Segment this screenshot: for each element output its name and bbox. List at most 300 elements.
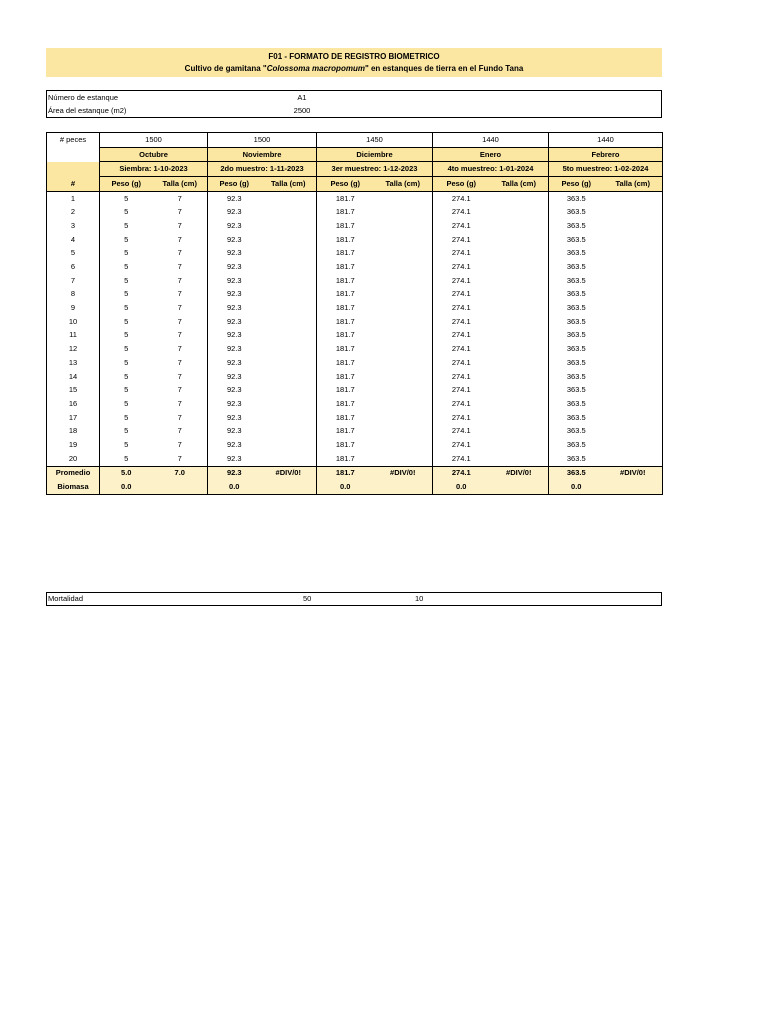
weight-cell[interactable]: 5 bbox=[100, 356, 153, 370]
length-cell[interactable] bbox=[374, 411, 433, 425]
length-cell[interactable] bbox=[604, 411, 663, 425]
measurement-row bbox=[47, 342, 663, 356]
length-cell[interactable] bbox=[261, 315, 317, 329]
blank-cell bbox=[153, 480, 208, 494]
weight-cell[interactable]: 92.3 bbox=[208, 424, 261, 438]
length-cell[interactable] bbox=[374, 247, 433, 261]
weight-cell[interactable]: 92.3 bbox=[208, 342, 261, 356]
measurement-row bbox=[47, 274, 663, 288]
weight-cell[interactable]: 363.5 bbox=[549, 260, 604, 274]
length-cell[interactable] bbox=[374, 370, 433, 384]
length-cell[interactable] bbox=[490, 383, 549, 397]
weight-cell[interactable]: 5 bbox=[100, 288, 153, 302]
weight-cell[interactable]: 5 bbox=[100, 411, 153, 425]
weight-header: Peso (g) bbox=[317, 177, 374, 192]
measurement-row bbox=[47, 247, 663, 261]
weight-cell[interactable]: 274.1 bbox=[433, 205, 490, 219]
weight-cell[interactable]: 363.5 bbox=[549, 411, 604, 425]
weight-cell[interactable]: 363.5 bbox=[549, 383, 604, 397]
month-header: Enero bbox=[433, 147, 549, 162]
average-cell: #DIV/0! bbox=[261, 466, 317, 480]
length-cell[interactable]: 7 bbox=[177, 453, 182, 463]
weight-cell[interactable]: 363.5 bbox=[549, 274, 604, 288]
length-cell[interactable]: 7 bbox=[177, 439, 182, 449]
length-cell[interactable] bbox=[490, 219, 549, 233]
weight-cell[interactable]: 181.7 bbox=[317, 370, 374, 384]
blank-cell bbox=[490, 480, 549, 494]
row-index: 5 bbox=[47, 247, 100, 261]
pond-area-row bbox=[47, 104, 661, 117]
weight-cell[interactable]: 92.3 bbox=[208, 452, 261, 466]
sampling-header: Siembra: 1-10-2023 bbox=[100, 162, 208, 177]
weight-cell[interactable]: 5 bbox=[100, 452, 153, 466]
weight-cell[interactable]: 363.5 bbox=[549, 329, 604, 343]
measurement-row bbox=[47, 452, 663, 466]
weight-cell[interactable]: 92.3 bbox=[208, 329, 261, 343]
row-index: 2 bbox=[47, 205, 100, 219]
measurement-row bbox=[47, 260, 663, 274]
length-cell[interactable] bbox=[374, 274, 433, 288]
length-cell[interactable] bbox=[604, 191, 663, 205]
length-cell[interactable] bbox=[261, 288, 317, 302]
weight-cell[interactable]: 274.1 bbox=[433, 247, 490, 261]
mortality-row bbox=[46, 592, 662, 606]
length-cell[interactable] bbox=[261, 191, 317, 205]
weight-cell[interactable]: 92.3 bbox=[208, 205, 261, 219]
weight-cell[interactable]: 181.7 bbox=[317, 397, 374, 411]
weight-cell[interactable]: 274.1 bbox=[433, 301, 490, 315]
biomass-cell: 0.0 bbox=[549, 480, 604, 494]
weight-cell[interactable]: 363.5 bbox=[549, 315, 604, 329]
sampling-header: 3er muestreo: 1-12-2023 bbox=[317, 162, 433, 177]
length-cell[interactable] bbox=[261, 356, 317, 370]
length-cell[interactable]: 7 bbox=[177, 207, 182, 217]
weight-cell[interactable]: 181.7 bbox=[317, 424, 374, 438]
length-cell[interactable] bbox=[261, 301, 317, 315]
month-row bbox=[47, 147, 663, 162]
length-cell[interactable] bbox=[490, 274, 549, 288]
weight-cell[interactable]: 181.7 bbox=[317, 342, 374, 356]
weight-cell[interactable]: 5 bbox=[100, 370, 153, 384]
length-header: Talla (cm) bbox=[153, 177, 208, 192]
length-cell[interactable] bbox=[261, 452, 317, 466]
pond-number-row bbox=[47, 91, 661, 104]
length-cell[interactable] bbox=[374, 288, 433, 302]
length-cell[interactable] bbox=[490, 397, 549, 411]
weight-cell[interactable]: 274.1 bbox=[433, 438, 490, 452]
weight-cell[interactable]: 5 bbox=[100, 219, 153, 233]
weight-cell[interactable]: 181.7 bbox=[317, 301, 374, 315]
row-index: 18 bbox=[47, 424, 100, 438]
species-name: Colossoma macropomum bbox=[266, 64, 365, 73]
length-cell[interactable]: 7 bbox=[177, 275, 182, 285]
weight-cell[interactable]: 363.5 bbox=[549, 342, 604, 356]
average-label: Promedio bbox=[47, 466, 100, 480]
average-cell: 181.7 bbox=[317, 466, 374, 480]
weight-cell[interactable]: 5 bbox=[100, 205, 153, 219]
weight-cell[interactable]: 274.1 bbox=[433, 424, 490, 438]
length-cell[interactable] bbox=[604, 219, 663, 233]
weight-cell[interactable]: 5 bbox=[100, 424, 153, 438]
length-cell[interactable]: 7 bbox=[177, 193, 182, 203]
weight-cell[interactable]: 92.3 bbox=[208, 397, 261, 411]
length-cell[interactable] bbox=[490, 424, 549, 438]
weight-cell[interactable]: 181.7 bbox=[317, 205, 374, 219]
blank-cell bbox=[47, 162, 100, 177]
length-cell[interactable] bbox=[490, 342, 549, 356]
length-cell[interactable] bbox=[374, 205, 433, 219]
average-cell: #DIV/0! bbox=[490, 466, 549, 480]
weight-cell[interactable]: 274.1 bbox=[433, 260, 490, 274]
length-cell[interactable] bbox=[604, 247, 663, 261]
weight-cell[interactable]: 274.1 bbox=[433, 329, 490, 343]
measurement-row bbox=[47, 356, 663, 370]
index-header: # bbox=[47, 177, 100, 192]
measurement-row bbox=[47, 233, 663, 247]
weight-cell[interactable]: 274.1 bbox=[433, 219, 490, 233]
sampling-header: 4to muestreo: 1-01-2024 bbox=[433, 162, 549, 177]
weight-cell[interactable]: 274.1 bbox=[433, 411, 490, 425]
length-cell[interactable] bbox=[490, 288, 549, 302]
length-cell[interactable] bbox=[374, 424, 433, 438]
weight-cell[interactable]: 181.7 bbox=[317, 411, 374, 425]
length-cell[interactable] bbox=[374, 356, 433, 370]
weight-cell[interactable]: 274.1 bbox=[433, 274, 490, 288]
measurement-row bbox=[47, 329, 663, 343]
weight-cell[interactable]: 92.3 bbox=[208, 274, 261, 288]
weight-cell[interactable]: 5 bbox=[100, 438, 153, 452]
fish-count-cell[interactable]: 1440 bbox=[549, 133, 663, 148]
measurement-row bbox=[47, 397, 663, 411]
row-index: 8 bbox=[47, 288, 100, 302]
weight-cell[interactable]: 5 bbox=[100, 383, 153, 397]
length-cell[interactable]: 7 bbox=[177, 426, 182, 436]
weight-cell[interactable]: 181.7 bbox=[317, 315, 374, 329]
measurement-rows bbox=[47, 191, 663, 466]
weight-cell[interactable]: 92.3 bbox=[208, 438, 261, 452]
weight-cell[interactable]: 181.7 bbox=[317, 452, 374, 466]
weight-cell[interactable]: 5 bbox=[100, 274, 153, 288]
length-cell[interactable] bbox=[374, 342, 433, 356]
row-index: 1 bbox=[47, 191, 100, 205]
length-cell[interactable] bbox=[490, 191, 549, 205]
length-cell[interactable] bbox=[374, 301, 433, 315]
weight-cell[interactable]: 181.7 bbox=[317, 260, 374, 274]
blank-cell bbox=[604, 480, 663, 494]
length-cell[interactable] bbox=[490, 452, 549, 466]
length-cell[interactable] bbox=[604, 205, 663, 219]
length-cell[interactable] bbox=[604, 438, 663, 452]
length-cell[interactable] bbox=[490, 356, 549, 370]
average-cell: #DIV/0! bbox=[604, 466, 663, 480]
weight-cell[interactable]: 5 bbox=[100, 301, 153, 315]
form-header bbox=[46, 48, 662, 77]
weight-cell[interactable]: 92.3 bbox=[208, 356, 261, 370]
month-header: Octubre bbox=[100, 147, 208, 162]
row-index: 6 bbox=[47, 260, 100, 274]
length-cell[interactable] bbox=[261, 260, 317, 274]
month-header: Diciembre bbox=[317, 147, 433, 162]
weight-cell[interactable]: 181.7 bbox=[317, 233, 374, 247]
weight-cell[interactable]: 274.1 bbox=[433, 342, 490, 356]
weight-cell[interactable]: 92.3 bbox=[208, 191, 261, 205]
weight-cell[interactable]: 274.1 bbox=[433, 315, 490, 329]
length-cell[interactable] bbox=[261, 411, 317, 425]
length-cell[interactable] bbox=[374, 383, 433, 397]
fish-count-row bbox=[47, 133, 663, 148]
length-cell[interactable]: 7 bbox=[177, 330, 182, 340]
length-cell[interactable] bbox=[261, 247, 317, 261]
length-cell[interactable] bbox=[374, 452, 433, 466]
weight-cell[interactable]: 363.5 bbox=[549, 370, 604, 384]
weight-cell[interactable]: 181.7 bbox=[317, 288, 374, 302]
pond-area-value[interactable]: 2500 bbox=[293, 106, 311, 115]
fish-count-cell[interactable]: 1440 bbox=[433, 133, 549, 148]
row-index: 19 bbox=[47, 438, 100, 452]
weight-cell[interactable]: 363.5 bbox=[549, 288, 604, 302]
column-header-row bbox=[47, 177, 663, 192]
pond-info-box bbox=[46, 90, 662, 118]
weight-cell[interactable]: 363.5 bbox=[549, 301, 604, 315]
length-cell[interactable] bbox=[604, 452, 663, 466]
length-cell[interactable] bbox=[604, 288, 663, 302]
month-header: Febrero bbox=[549, 147, 663, 162]
length-cell[interactable] bbox=[490, 370, 549, 384]
weight-cell[interactable]: 92.3 bbox=[208, 411, 261, 425]
length-cell[interactable] bbox=[490, 233, 549, 247]
weight-cell[interactable]: 181.7 bbox=[317, 356, 374, 370]
row-index: 16 bbox=[47, 397, 100, 411]
length-cell[interactable] bbox=[374, 438, 433, 452]
row-index: 3 bbox=[47, 219, 100, 233]
weight-cell[interactable]: 92.3 bbox=[208, 301, 261, 315]
length-cell[interactable] bbox=[604, 233, 663, 247]
average-cell: 5.0 bbox=[100, 466, 153, 480]
length-cell[interactable] bbox=[374, 329, 433, 343]
weight-cell[interactable]: 92.3 bbox=[208, 219, 261, 233]
average-row bbox=[47, 466, 663, 480]
length-cell[interactable] bbox=[490, 438, 549, 452]
length-cell[interactable] bbox=[261, 342, 317, 356]
length-cell[interactable] bbox=[604, 383, 663, 397]
length-header: Talla (cm) bbox=[604, 177, 663, 192]
length-cell[interactable] bbox=[374, 219, 433, 233]
weight-cell[interactable]: 181.7 bbox=[317, 274, 374, 288]
weight-cell[interactable]: 181.7 bbox=[317, 329, 374, 343]
weight-cell[interactable]: 5 bbox=[100, 233, 153, 247]
row-index: 4 bbox=[47, 233, 100, 247]
weight-cell[interactable]: 363.5 bbox=[549, 424, 604, 438]
length-cell[interactable]: 7 bbox=[177, 220, 182, 230]
weight-cell[interactable]: 5 bbox=[100, 329, 153, 343]
row-index: 13 bbox=[47, 356, 100, 370]
weight-cell[interactable]: 363.5 bbox=[549, 438, 604, 452]
length-cell[interactable]: 7 bbox=[177, 398, 182, 408]
sampling-header: 5to muestreo: 1-02-2024 bbox=[549, 162, 663, 177]
length-cell[interactable] bbox=[604, 370, 663, 384]
length-cell[interactable] bbox=[490, 247, 549, 261]
length-cell[interactable]: 7 bbox=[177, 234, 182, 244]
row-index: 12 bbox=[47, 342, 100, 356]
length-cell[interactable] bbox=[261, 383, 317, 397]
length-cell[interactable] bbox=[490, 411, 549, 425]
length-cell[interactable]: 7 bbox=[177, 357, 182, 367]
length-cell[interactable] bbox=[261, 329, 317, 343]
measurement-row bbox=[47, 370, 663, 384]
measurement-row bbox=[47, 424, 663, 438]
length-cell[interactable] bbox=[490, 260, 549, 274]
weight-cell[interactable]: 92.3 bbox=[208, 288, 261, 302]
blank-cell bbox=[47, 147, 100, 162]
length-cell[interactable]: 7 bbox=[177, 412, 182, 422]
length-cell[interactable] bbox=[261, 397, 317, 411]
measurement-row bbox=[47, 411, 663, 425]
weight-cell[interactable]: 363.5 bbox=[549, 191, 604, 205]
length-cell[interactable] bbox=[261, 438, 317, 452]
length-cell[interactable]: 7 bbox=[177, 289, 182, 299]
blank-cell bbox=[261, 480, 317, 494]
pond-number-label: Número de estanque bbox=[48, 93, 119, 102]
length-cell[interactable] bbox=[604, 342, 663, 356]
weight-cell[interactable]: 92.3 bbox=[208, 260, 261, 274]
length-cell[interactable] bbox=[604, 315, 663, 329]
subtitle-post: " en estanques de tierra en el Fundo Tana bbox=[364, 64, 524, 73]
mortality-value[interactable]: 10 bbox=[415, 594, 424, 603]
pond-number-value[interactable]: A1 bbox=[297, 93, 307, 102]
length-cell[interactable] bbox=[604, 424, 663, 438]
row-index: 14 bbox=[47, 370, 100, 384]
length-cell[interactable] bbox=[374, 315, 433, 329]
weight-cell[interactable]: 92.3 bbox=[208, 370, 261, 384]
weight-cell[interactable]: 274.1 bbox=[433, 191, 490, 205]
weight-cell[interactable]: 274.1 bbox=[433, 370, 490, 384]
subtitle-pre: Cultivo de gamitana " bbox=[184, 64, 267, 73]
weight-cell[interactable]: 274.1 bbox=[433, 233, 490, 247]
weight-cell[interactable]: 363.5 bbox=[549, 397, 604, 411]
weight-cell[interactable]: 181.7 bbox=[317, 191, 374, 205]
length-cell[interactable] bbox=[604, 260, 663, 274]
biomass-cell: 0.0 bbox=[433, 480, 490, 494]
weight-cell[interactable]: 5 bbox=[100, 191, 153, 205]
row-index: 20 bbox=[47, 452, 100, 466]
weight-cell[interactable]: 274.1 bbox=[433, 383, 490, 397]
length-cell[interactable] bbox=[261, 370, 317, 384]
row-index: 9 bbox=[47, 301, 100, 315]
weight-header: Peso (g) bbox=[433, 177, 490, 192]
month-header: Noviembre bbox=[208, 147, 317, 162]
length-cell[interactable] bbox=[604, 397, 663, 411]
weight-cell[interactable]: 92.3 bbox=[208, 233, 261, 247]
length-cell[interactable]: 7 bbox=[177, 262, 182, 272]
weight-cell[interactable]: 274.1 bbox=[433, 288, 490, 302]
length-cell[interactable]: 7 bbox=[177, 385, 182, 395]
fish-count-cell[interactable]: 1450 bbox=[317, 133, 433, 148]
weight-cell[interactable]: 363.5 bbox=[549, 233, 604, 247]
measurement-row bbox=[47, 438, 663, 452]
length-header: Talla (cm) bbox=[261, 177, 317, 192]
length-cell[interactable]: 7 bbox=[177, 371, 182, 381]
length-cell[interactable] bbox=[604, 356, 663, 370]
weight-cell[interactable]: 92.3 bbox=[208, 383, 261, 397]
length-cell[interactable] bbox=[490, 205, 549, 219]
fish-count-cell[interactable]: 1500 bbox=[100, 133, 208, 148]
fish-count-cell[interactable]: 1500 bbox=[208, 133, 317, 148]
row-index: 17 bbox=[47, 411, 100, 425]
weight-cell[interactable]: 92.3 bbox=[208, 315, 261, 329]
length-cell[interactable]: 7 bbox=[177, 248, 182, 258]
average-cell: 7.0 bbox=[153, 466, 208, 480]
length-cell[interactable] bbox=[261, 274, 317, 288]
average-cell: 274.1 bbox=[433, 466, 490, 480]
length-cell[interactable] bbox=[261, 424, 317, 438]
weight-cell[interactable]: 363.5 bbox=[549, 452, 604, 466]
mortality-value[interactable]: 50 bbox=[303, 594, 312, 603]
blank-cell bbox=[374, 480, 433, 494]
length-cell[interactable] bbox=[261, 233, 317, 247]
weight-header: Peso (g) bbox=[208, 177, 261, 192]
length-cell[interactable]: 7 bbox=[177, 344, 182, 354]
length-cell[interactable] bbox=[261, 205, 317, 219]
length-cell[interactable] bbox=[604, 301, 663, 315]
sampling-header: 2do muestro: 1-11-2023 bbox=[208, 162, 317, 177]
weight-cell[interactable]: 181.7 bbox=[317, 219, 374, 233]
weight-cell[interactable]: 5 bbox=[100, 315, 153, 329]
weight-cell[interactable]: 92.3 bbox=[208, 247, 261, 261]
biometric-table bbox=[46, 132, 663, 495]
biomass-label: Biomasa bbox=[47, 480, 100, 494]
biomass-cell: 0.0 bbox=[100, 480, 153, 494]
length-cell[interactable] bbox=[374, 233, 433, 247]
length-cell[interactable] bbox=[374, 191, 433, 205]
weight-cell[interactable]: 363.5 bbox=[549, 356, 604, 370]
average-cell: #DIV/0! bbox=[374, 466, 433, 480]
weight-cell[interactable]: 5 bbox=[100, 247, 153, 261]
average-cell: 363.5 bbox=[549, 466, 604, 480]
weight-cell[interactable]: 5 bbox=[100, 342, 153, 356]
length-cell[interactable]: 7 bbox=[177, 316, 182, 326]
weight-cell[interactable]: 5 bbox=[100, 397, 153, 411]
weight-header: Peso (g) bbox=[549, 177, 604, 192]
length-cell[interactable] bbox=[604, 329, 663, 343]
weight-cell[interactable]: 363.5 bbox=[549, 247, 604, 261]
row-index: 11 bbox=[47, 329, 100, 343]
biomass-row bbox=[47, 480, 663, 494]
length-cell[interactable]: 7 bbox=[177, 303, 182, 313]
biomass-cell: 0.0 bbox=[317, 480, 374, 494]
length-cell[interactable] bbox=[374, 397, 433, 411]
row-index: 15 bbox=[47, 383, 100, 397]
weight-cell[interactable]: 181.7 bbox=[317, 383, 374, 397]
fish-count-label: # peces bbox=[47, 133, 100, 148]
length-cell[interactable] bbox=[604, 274, 663, 288]
length-cell[interactable] bbox=[374, 260, 433, 274]
weight-cell[interactable]: 5 bbox=[100, 260, 153, 274]
weight-cell[interactable]: 181.7 bbox=[317, 438, 374, 452]
weight-cell[interactable]: 363.5 bbox=[549, 219, 604, 233]
weight-cell[interactable]: 181.7 bbox=[317, 247, 374, 261]
length-cell[interactable] bbox=[490, 329, 549, 343]
weight-cell[interactable]: 363.5 bbox=[549, 205, 604, 219]
length-cell[interactable] bbox=[490, 301, 549, 315]
length-cell[interactable] bbox=[490, 315, 549, 329]
weight-cell[interactable]: 274.1 bbox=[433, 452, 490, 466]
measurement-row bbox=[47, 219, 663, 233]
weight-cell[interactable]: 274.1 bbox=[433, 356, 490, 370]
weight-cell[interactable]: 274.1 bbox=[433, 397, 490, 411]
length-cell[interactable] bbox=[261, 219, 317, 233]
measurement-row bbox=[47, 288, 663, 302]
measurement-row bbox=[47, 383, 663, 397]
